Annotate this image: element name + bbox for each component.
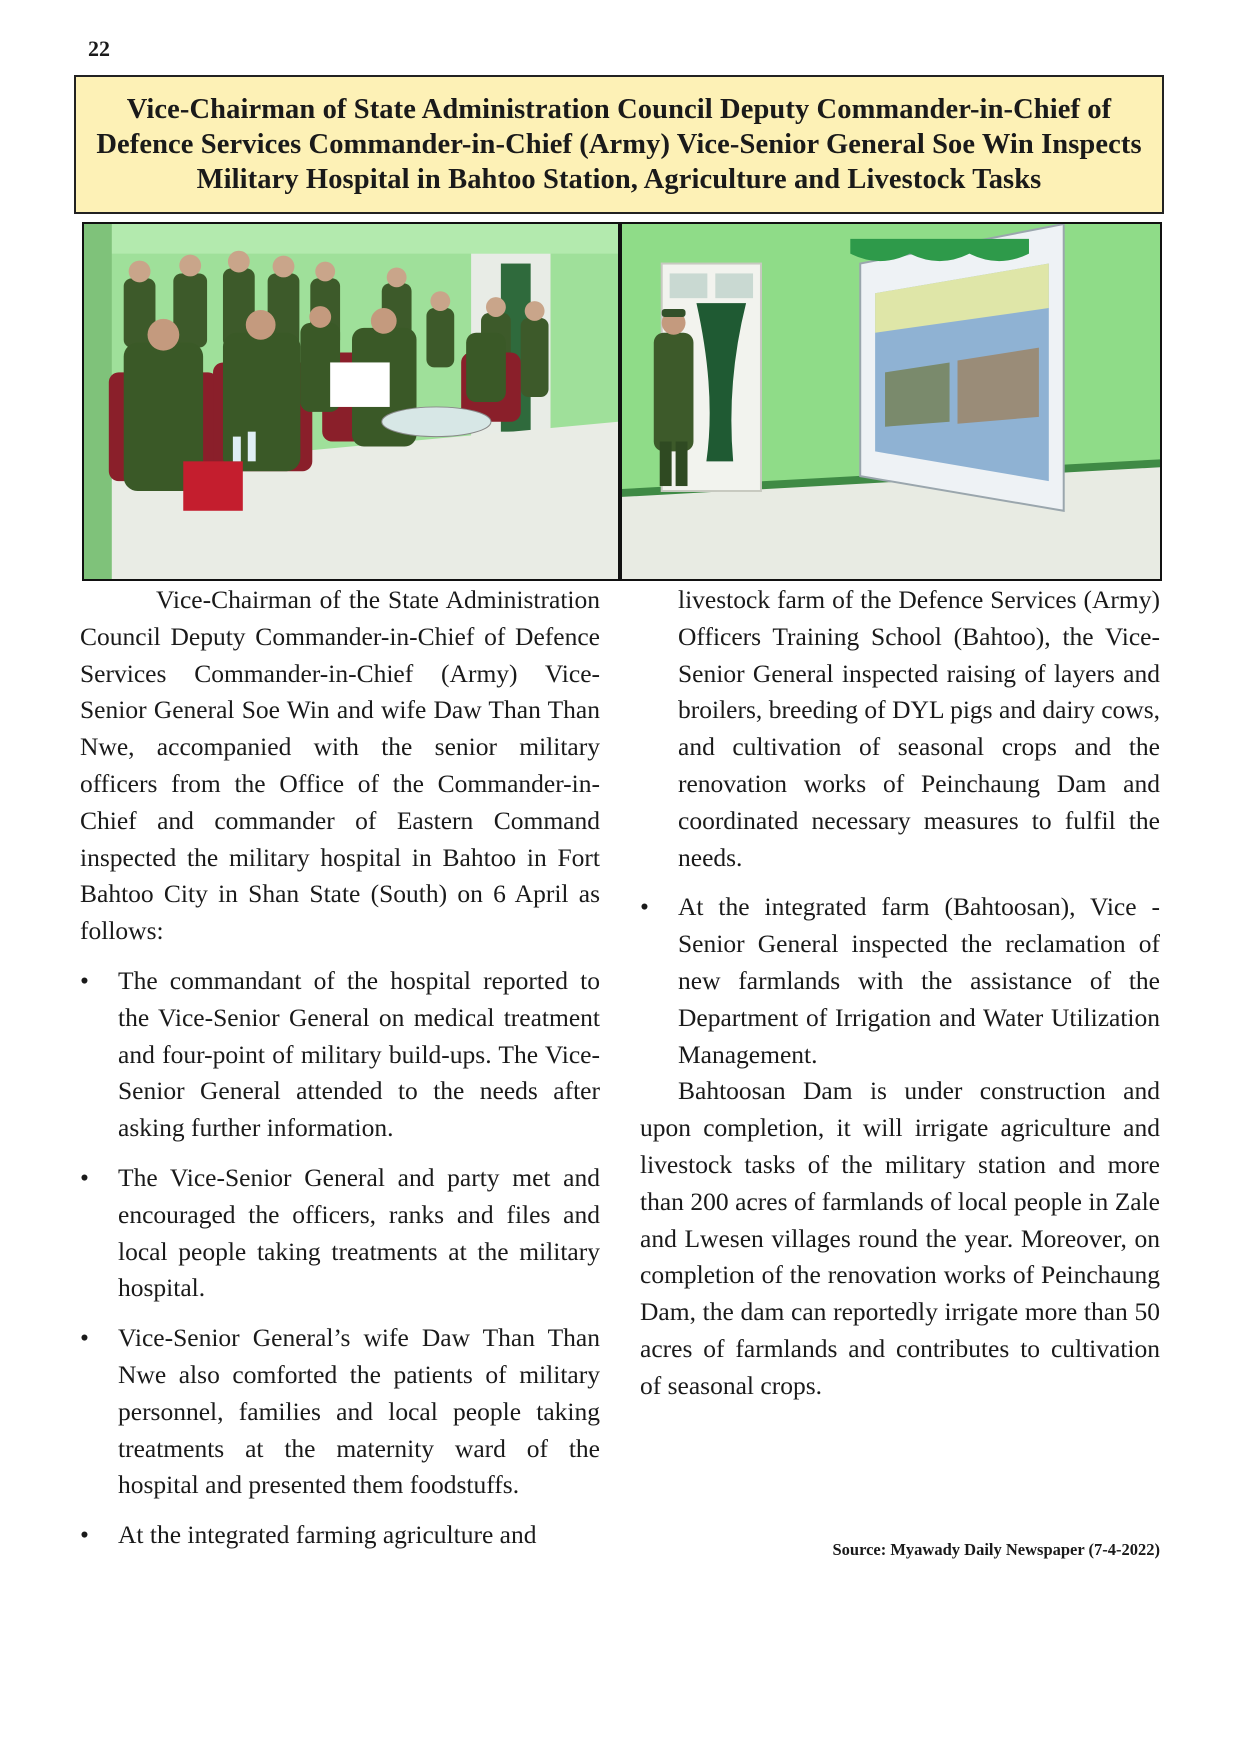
headline-box — [74, 75, 1164, 214]
photo-officers-seated-image — [84, 224, 618, 579]
page-number: 22 — [88, 36, 110, 61]
bullet-icon: • — [80, 1520, 89, 1550]
list-item: • The commandant of the hospital reported to the Vice-Senior General on medical treatment and four-point of military build-ups. The Vice-Senior General attended to the needs after asking further information. — [80, 963, 600, 1147]
bullet-icon: • — [640, 892, 649, 922]
article-intro: Vice-Chairman of the State Administration Council Deputy Commander-in-Chief of Defence Services Commander-in-Chief (Army) Vice-Senior General Soe Win and wife Daw Than Than Nwe, accompanied with the senior military officers from the Office of the Commander-in-Chief and commander of Eastern Command inspected the military hospital in Bahtoo in Fort Bahtoo City in Shan State (South) on 6 April as follows: — [80, 585, 600, 946]
bullet-icon: • — [80, 965, 89, 995]
list-item: • At the integrated farm (Bahtoosan), Vice -Senior General inspected the reclamation of new farmlands with the assistance of the Department of Irrigation and Water Utilization Management. — [640, 889, 1160, 1073]
photo-officers-seated — [82, 222, 620, 581]
list-item: • At the integrated farming agriculture and — [80, 1517, 600, 1554]
bullet-list-left — [80, 963, 600, 1554]
list-item: • The Vice-Senior General and party met and encouraged the officers, ranks and files and local people taking treatments at the military hospital. — [80, 1160, 600, 1307]
article-column-left — [80, 582, 600, 1554]
list-item: • Vice-Senior General’s wife Daw Than Than Nwe also comforted the patients of military personnel, families and local people taking treatments at the maternity ward of the hospital and presented them foodstuffs. — [80, 1320, 600, 1504]
article-closing: Bahtoosan Dam is under construction and upon completion, it will irrigate agriculture and livestock tasks of the military station and more than 200 acres of farmlands of local people in Zale and Lwesen villages round the year. Moreover, on completion of the renovation works of Peinchaung Dam, the dam can reportedly irrigate more than 50 acres of farmlands and contributes to cultivation of seasonal crops. — [640, 1076, 1160, 1400]
bullet-icon: • — [80, 1162, 89, 1192]
article-column-right — [640, 582, 1160, 1405]
photo-briefing-screen — [620, 222, 1162, 581]
source-credit: Source: Myawady Daily Newspaper (7-4-2022) — [832, 1540, 1160, 1559]
headline: Vice-Chairman of State Administration Council Deputy Commander-in-Chief of Defence Services Commander-in-Chief (Army) Vice-Senior General Soe Win Inspects Military Hospital in Bahtoo Station, Agriculture and Livestock Tasks — [96, 94, 1142, 195]
list-item-continuation: livestock farm of the Defence Services (Army) Officers Training School (Bahtoo), the Vice-Senior General inspected raising of layers and broilers, breeding of DYL pigs and dairy cows, and cultivation of seasonal crops and the renovation works of Peinchaung Dam and coordinated necessary measures to fulfil the needs. — [678, 585, 1160, 872]
bullet-list-right — [640, 582, 1160, 1073]
photo-briefing-screen-image — [622, 224, 1160, 579]
bullet-icon: • — [80, 1323, 89, 1353]
